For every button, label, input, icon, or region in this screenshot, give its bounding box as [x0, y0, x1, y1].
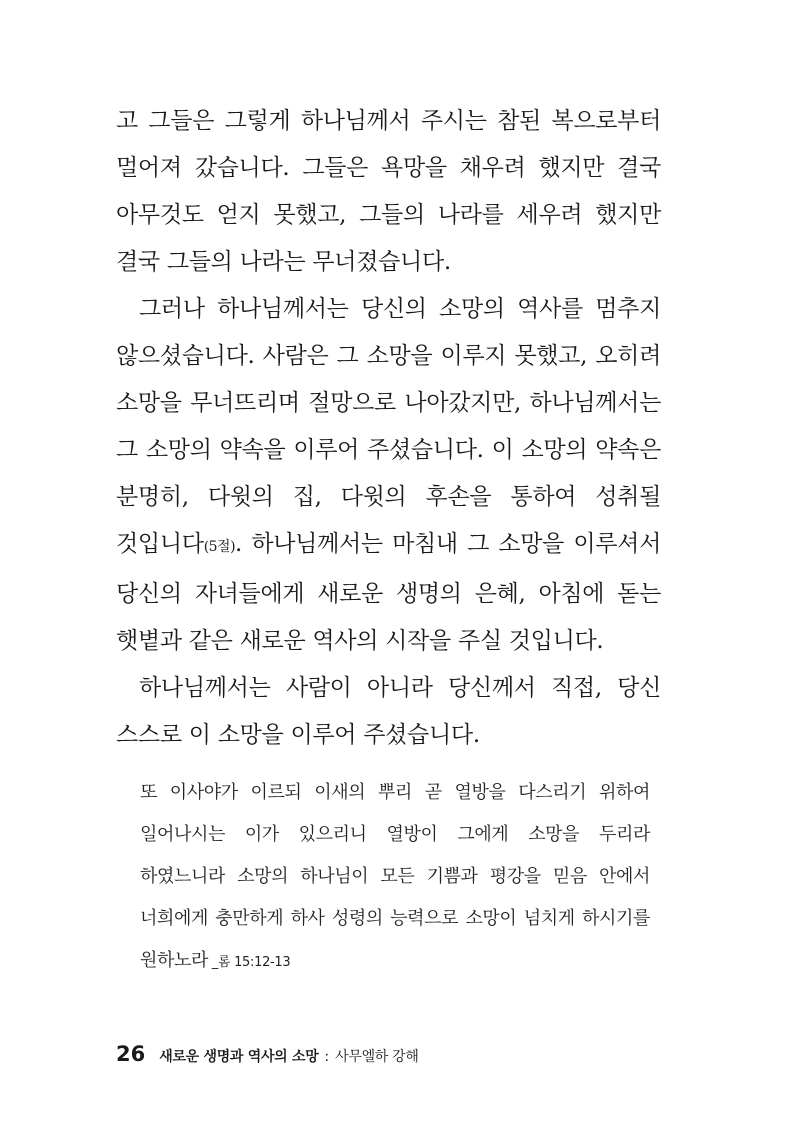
page-number: 26 [116, 1042, 146, 1066]
quote-text: 또 이사야가 이르되 이새의 뿌리 곧 열방을 다스리기 위하여 일어나시는 이가 있으리니 열방이 그에게 소망을 두리라 하였느니라 소망의 하나님이 모든 기쁨과 평강을 믿음 안에서 너희에게 충만하게 하사 성령의 능력으로 소망이 넘치게 하시기를 원하노라 [140, 782, 650, 971]
paragraph-3: 하나님께서는 사람이 아니라 당신께서 직접, 당신 스스로 이 소망을 이루어 주셨습니다. [116, 675, 661, 748]
page-footer [116, 1042, 419, 1068]
paragraph-1: 고 그들은 그렇게 하나님께서 주시는 참된 복으로부터 멀어져 갔습니다. 그들은 욕망을 채우려 했지만 결국 아무것도 얻지 못했고, 그들의 나라를 세우려 했지만 결국 그들의 나라는 무너졌습니다. [116, 108, 661, 275]
quote-citation: _롬 15:12-13 [207, 955, 291, 970]
footer-separator: : [324, 1049, 330, 1065]
book-subtitle: 사무엘하 강해 [335, 1049, 419, 1065]
scripture-quote [140, 772, 650, 984]
book-title: 새로운 생명과 역사의 소망 [159, 1049, 319, 1065]
paragraph-2 [116, 286, 661, 665]
verse-reference: (5절) [203, 539, 236, 555]
paragraph-2-text-a: 그러나 하나님께서는 당신의 소망의 역사를 멈추지 않으셨습니다. 사람은 그 소망을 이루지 못했고, 오히려 소망을 무너뜨리며 절망으로 나아갔지만, 하나님께서는 그 소망의 약속을 이루어 주셨습니다. 이 소망의 약속은 분명히, 다윗의 집, 다윗의 후손을 통하여 성취될 것입니다 [116, 296, 661, 557]
paragraph-2-text-b: . 하나님께서는 마침내 그 소망을 이루셔서 당신의 자녀들에게 새로운 생명의 은혜, 아침에 돋는 햇볕과 같은 새로운 역사의 시작을 주실 것입니다. [116, 531, 661, 654]
main-text [116, 98, 661, 759]
